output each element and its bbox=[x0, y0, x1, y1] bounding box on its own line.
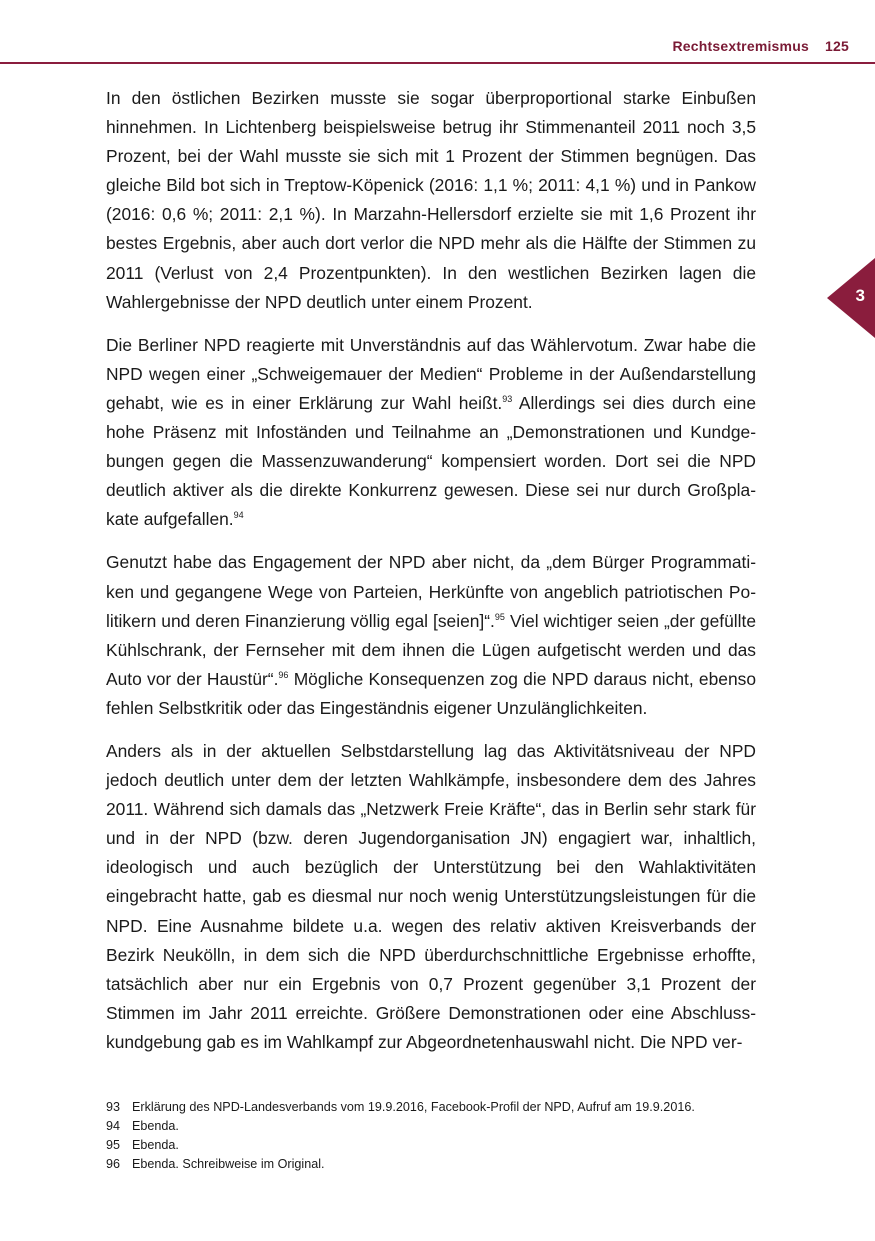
paragraph-text: Die Berliner NPD reagierte mit Unverständnis auf das Wählervotum. Zwar habe die NPD wegen einer „Schweigemauer der Medien“ Probleme in der Außendarstellung gehabt, wie es in einer Erklärung zur Wahl heißt. bbox=[106, 334, 756, 413]
footnote-reference: 96 bbox=[278, 669, 289, 680]
footnote bbox=[106, 1155, 766, 1174]
paragraph-text: Anders als in der aktuellen Selbstdarstellung lag das Aktivitätsniveau der NPD jedoch deutlich unter dem der letzten Wahlkämpfe, insbesondere dem des Jahres 2011. Während sich damals das „Netzwerk Freie Kräfte“, das in Berlin sehr stark für und in der NPD (bzw. deren Jugendorganisation JN) engagiert war, inhaltlich, ideologisch und auch bezüglich der Unterstützung bei den Wahlaktivitäten eingebracht hatte, gab es diesmal nur noch wenig Unterstützungsleistungen für die NPD. Eine Ausnahme bildete u.a. wegen des relativ aktiven Kreisverbands der Bezirk Neukölln, in dem sich die NPD überdurchschnittliche Ergebnisse erhoffte, tatsächlich aber nur ein Ergebnis von 0,7 Prozent gegenüber 3,1 Prozent der Stimmen im Jahr 2011 erreichte. Größere Demonstrationen oder eine Abschlusskundgebung gab es im Wahlkampf zur Abgeordnetenhauswahl nicht. Die NPD ver- bbox=[106, 740, 756, 1052]
paragraph-text: In den östlichen Bezirken musste sie sogar überproportional starke Einbußen hinnehmen. In Lichtenberg beispielsweise betrug ihr Stimmenanteil 2011 noch 3,5 Prozent, bei der Wahl musste sie sich mit 1 Prozent der Stimmen begnügen. Das gleiche Bild bot sich in Treptow-Köpenick (2016: 1,1 %; 2011: 4,1 %) und in Pankow (2016: 0,6 %; 2011: 2,1 %). In Marzahn-Hellersdorf erzielte sie mit 1,6 Prozent ihr bestes Ergebnis, aber auch dort verlor die NPD mehr als die Hälfte der Stimmen zu 2011 (Verlust von 2,4 Prozentpunkten). In den westlichen Bezirken lagen die Wahlergebnisse der NPD deutlich unter einem Prozent. bbox=[106, 88, 756, 312]
footnote bbox=[106, 1098, 766, 1117]
chapter-marker bbox=[827, 258, 875, 338]
footnote-text: Ebenda. Schreibweise im Original. bbox=[132, 1157, 325, 1171]
footnote-reference: 93 bbox=[502, 393, 513, 404]
footnote-number: 93 bbox=[106, 1100, 121, 1114]
paragraph bbox=[106, 737, 756, 1057]
footnote-number: 96 bbox=[106, 1157, 121, 1171]
footnote-number: 94 bbox=[106, 1119, 121, 1133]
footnote-text: Erklärung des NPD-Landesverbands vom 19.9.2016, Facebook-Profil der NPD, Aufruf am 19.9.2016. bbox=[132, 1100, 695, 1114]
footnote-number: 95 bbox=[106, 1138, 121, 1152]
header-rule bbox=[0, 62, 875, 64]
paragraph bbox=[106, 331, 756, 535]
chapter-number: 3 bbox=[855, 286, 865, 305]
paragraph bbox=[106, 84, 756, 317]
footnotes bbox=[106, 1098, 766, 1174]
footnote bbox=[106, 1136, 766, 1155]
paragraph bbox=[106, 548, 756, 723]
footnote-text: Ebenda. bbox=[132, 1119, 179, 1133]
footnote-reference: 95 bbox=[494, 611, 505, 622]
footnote-reference: 94 bbox=[233, 510, 244, 521]
paragraph-text: Genutzt habe das Engagement der NPD aber nicht, da „dem Bürger Programmatiken und gegangene Wege von Parteien, Herkünfte von angeblich patriotischen Politikern und deren Finanzierung völlig egal [seien]“. bbox=[106, 552, 756, 631]
page-number: 125 bbox=[825, 38, 849, 54]
paragraph-text: Allerdings sei dies durch eine hohe Präsenz mit Infoständen und Teilnahme an „Demonstrationen und Kundgebungen gegen die Massenzuwanderung“ kompensiert worden. Dort sei die NPD deutlich aktiver als die direkte Konkurrenz gewesen. Diese sei nur durch Großplakate aufgefallen. bbox=[106, 392, 756, 530]
running-head-title: Rechtsextremismus bbox=[672, 38, 809, 54]
running-head bbox=[672, 38, 849, 54]
paragraph-text: Mögliche Konsequenzen zog die NPD daraus nicht, ebenso fehlen Selbstkritik oder das Eingeständnis eigener Unzulänglichkeiten. bbox=[106, 668, 756, 718]
paragraph-text: Viel wichtiger seien „der gefüllte Kühlschrank, der Fernseher mit dem ihnen die Lügen aufgetischt werden und das Auto vor der Haustür“. bbox=[106, 610, 757, 689]
footnote-text: Ebenda. bbox=[132, 1138, 179, 1152]
chapter-marker-shape bbox=[827, 258, 875, 338]
body-text bbox=[106, 84, 756, 1071]
footnote bbox=[106, 1117, 766, 1136]
